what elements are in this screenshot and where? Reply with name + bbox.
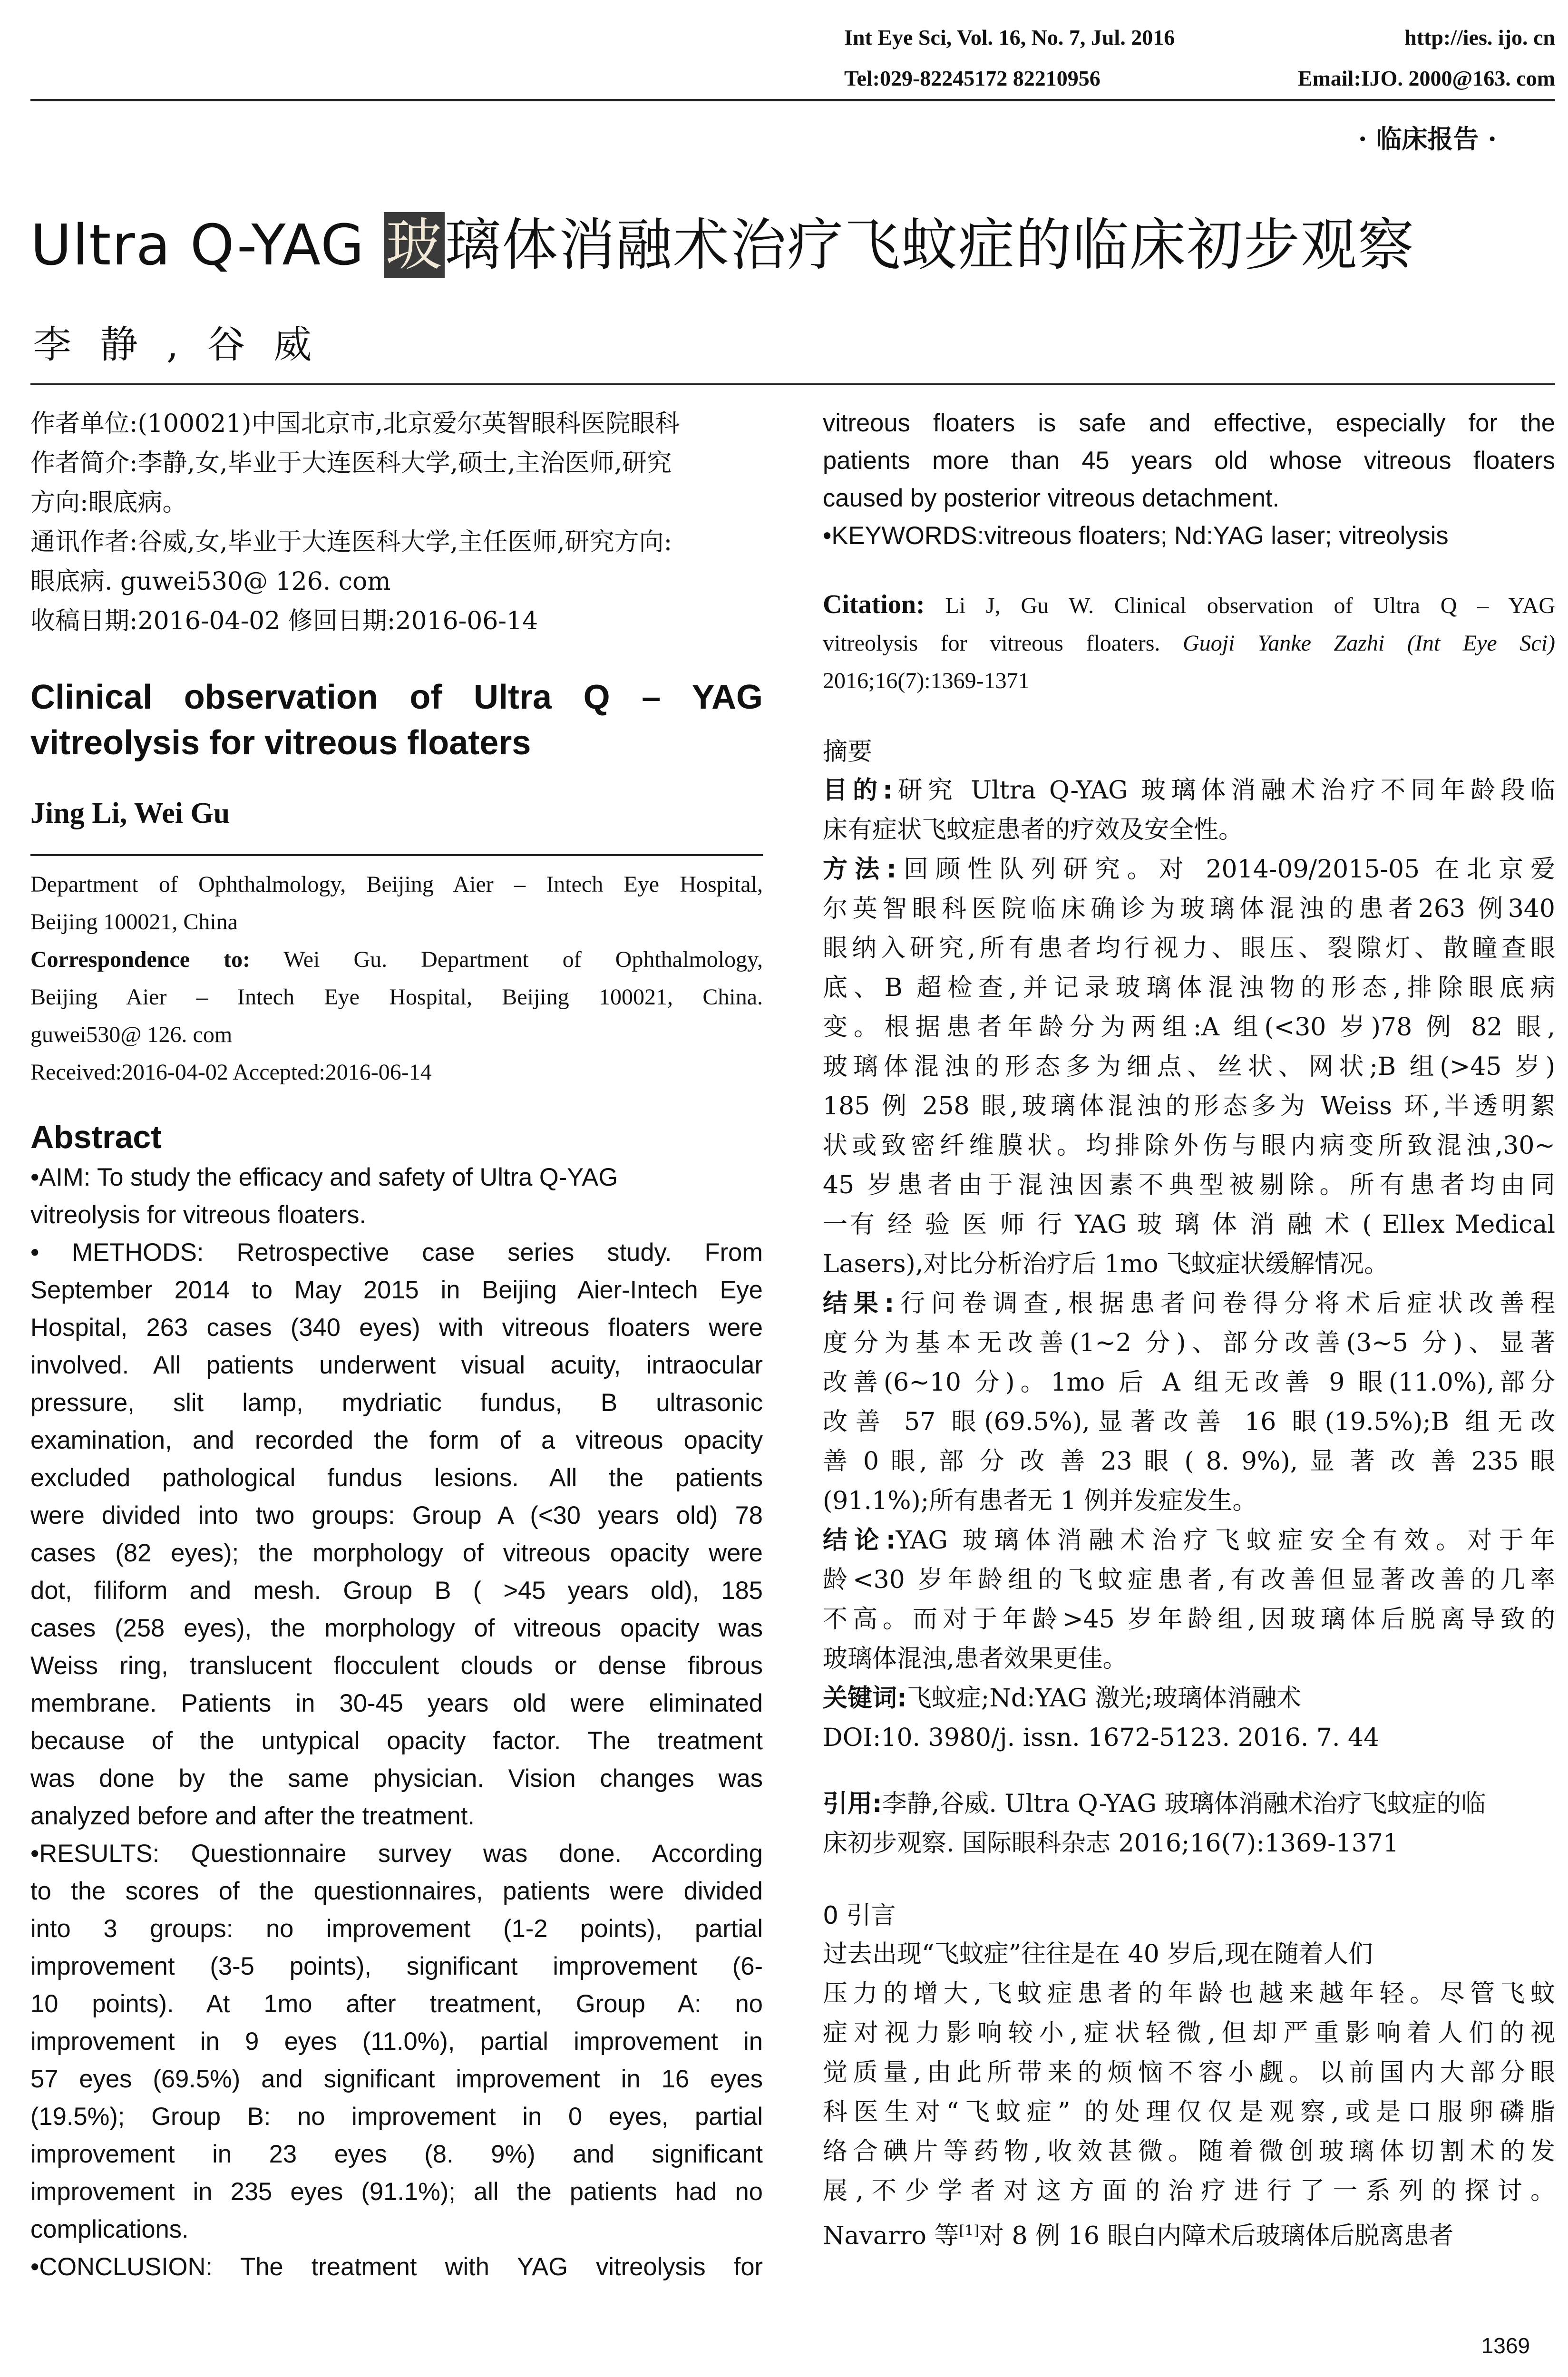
- title-divider: [30, 383, 1555, 385]
- abstract-line: pressure, slit lamp, mydriatic fundus, B ultrasonic: [30, 1389, 763, 1417]
- journal-header-line2: [844, 66, 1555, 91]
- zh-abstract-line: [823, 1166, 1555, 1205]
- zh-abstract-line: [823, 1284, 1555, 1324]
- abstract-line: (19.5%); Group B: no improvement in 0 eyes, partial: [30, 2103, 763, 2131]
- zh-abstract-text: 善 0 眼, 部 分 改 善 23 眼 ( 8. 9%), 显 著 改 善 235 眼: [823, 1447, 1555, 1476]
- zh-abstract-line: [823, 889, 1555, 929]
- cite-cn-line: 引用:李静,谷威. Ultra Q-YAG 玻璃体消融术治疗飞蚊症的临: [823, 1790, 1486, 1818]
- author-info-line: 作者简介:李静,女,毕业于大连医科大学,硕士,主治医师,研究: [30, 449, 672, 477]
- zh-abstract-line: [823, 1008, 1555, 1047]
- right-column: [823, 404, 1555, 2256]
- abstract-line: examination, and recorded the form of a vitreous opacity: [30, 1426, 763, 1454]
- zh-abstract-line: [823, 1481, 1555, 1521]
- reference-marker[interactable]: [1]: [959, 2222, 979, 2239]
- author-info-line: 眼底病. guwei530@ 126. com: [30, 567, 391, 596]
- zh-abstract-line: [823, 1442, 1555, 1481]
- zh-abstract-text: 不高。而对于年龄>45 岁年龄组,因玻璃体后脱离导致的: [823, 1605, 1555, 1634]
- intro-line: 觉质量,由此所带来的烦恼不容小觑。以前国内大部分眼: [823, 2058, 1555, 2087]
- english-title: [30, 674, 763, 766]
- abstract-line: •RESULTS: Questionnaire survey was done. According: [30, 1840, 763, 1868]
- correspondence-email[interactable]: guwei530@ 126. com: [30, 1022, 233, 1047]
- paper-title: [30, 200, 1555, 281]
- citation-line: Citation: Li J, Gu W. Clinical observation of Ultra Q – YAG: [823, 590, 1555, 619]
- zh-abstract-body: [823, 771, 1555, 1758]
- zh-abstract-text: 185 例 258 眼,玻璃体混浊的形态多为 Weiss 环,半透明絮: [823, 1092, 1555, 1120]
- zh-abstract-line: [823, 1521, 1555, 1560]
- affiliation-line: Beijing 100021, China: [30, 909, 238, 935]
- english-title-line: vitreolysis for vitreous floaters: [30, 724, 531, 762]
- author-info-line: 通讯作者:谷威,女,毕业于大连医科大学,主任医师,研究方向:: [30, 528, 672, 556]
- journal-tel: Tel:029-82245172 82210956: [844, 66, 1101, 90]
- zh-abstract-line: [823, 1205, 1555, 1245]
- abstract-line: cases (258 eyes), the morphology of vitreous opacity was: [30, 1614, 763, 1642]
- zh-abstract-line: [823, 1560, 1555, 1600]
- title-prefix: Ultra Q-YAG: [30, 212, 384, 278]
- abstract-line: 57 eyes (69.5%) and significant improvement in 16 eyes: [30, 2065, 763, 2093]
- authors-divider: [30, 854, 763, 856]
- correspondence-line: Correspondence to: Wei Gu. Department of Ophthalmology,: [30, 947, 763, 972]
- affiliation-line: Department of Ophthalmology, Beijing Aier – Intech Eye Hospital,: [30, 872, 763, 897]
- abstract-line: cases (82 eyes); the morphology of vitreous opacity were: [30, 1539, 763, 1567]
- abstract-line: analyzed before and after the treatment.: [30, 1802, 475, 1830]
- zh-abstract-label: 关键词:: [823, 1684, 907, 1713]
- zh-abstract-line: [823, 1245, 1555, 1284]
- zh-abstract-line: [823, 968, 1555, 1008]
- zh-abstract-text: (91.1%);所有患者无 1 例并发症发生。: [823, 1487, 1257, 1515]
- received-dates: Received:2016-04-02 Accepted:2016-06-14: [30, 1060, 432, 1085]
- zh-abstract-text: 度分为基本无改善(1~2 分)、部分改善(3~5 分)、显著: [823, 1329, 1555, 1357]
- zh-abstract-text: 变。根据患者年龄分为两组:A 组(<30 岁)78 例 82 眼,: [823, 1013, 1555, 1042]
- author-info-line: 作者单位:(100021)中国北京市,北京爱尔英智眼科医院眼科: [30, 409, 680, 438]
- zh-abstract-line: [823, 1087, 1555, 1126]
- abstract-line: involved. All patients underwent visual acuity, intraocular: [30, 1351, 763, 1379]
- zh-abstract-line: [823, 1363, 1555, 1403]
- citation-line: 2016;16(7):1369-1371: [823, 668, 1030, 693]
- citation-line: vitreolysis for vitreous floaters. Guoji Yanke Zazhi (Int Eye Sci): [823, 631, 1555, 656]
- abstract-line: into 3 groups: no improvement (1-2 points), partial: [30, 1915, 763, 1943]
- abstract-line: •CONCLUSION: The treatment with YAG vitreolysis for: [30, 2253, 763, 2281]
- zh-abstract-label: 方法:: [823, 855, 896, 884]
- zh-abstract-line: [823, 1047, 1555, 1087]
- abstract-line: improvement in 235 eyes (91.1%); all the patients had no: [30, 2178, 763, 2206]
- abstract-line: caused by posterior vitreous detachment.: [823, 484, 1280, 512]
- zh-abstract-line: [823, 1324, 1555, 1363]
- intro-line: 过去出现“飞蚊症”往往是在 40 岁后,现在随着人们: [823, 1940, 1373, 1968]
- abstract-line: excluded pathological fundus lesions. All the patients: [30, 1464, 763, 1492]
- citation: [823, 586, 1555, 700]
- abstract-line: vitreolysis for vitreous floaters.: [30, 1201, 367, 1229]
- zh-abstract-line: [823, 929, 1555, 968]
- journal-url[interactable]: http://ies. ijo. cn: [1404, 25, 1555, 49]
- journal-name: Guoji Yanke Zazhi (Int Eye Sci): [1183, 631, 1555, 656]
- conclusion-continued: [823, 404, 1555, 555]
- cite-cn: [823, 1784, 1555, 1863]
- abstract-line: were divided into two groups: Group A (<30 years old) 78: [30, 1501, 763, 1529]
- journal-email[interactable]: Email:IJO. 2000@163. com: [1297, 66, 1555, 90]
- abstract-line: complications.: [30, 2215, 189, 2243]
- abstract-line: improvement in 23 eyes (8. 9%) and significant: [30, 2140, 763, 2168]
- zh-abstract-label: 目的:: [823, 776, 893, 805]
- intro-line: 科医生对“飞蚊症” 的处理仅仅是观察,或是口服卵磷脂: [823, 2098, 1555, 2126]
- zh-abstract-line: [823, 1600, 1555, 1639]
- zh-abstract-text: 玻璃体混浊的形态多为细点、丝状、网状;B 组(>45 岁): [823, 1052, 1555, 1081]
- keywords-line: •KEYWORDS:vitreous floaters; Nd:YAG laser; vitreolysis: [823, 522, 1449, 550]
- abstract-line: because of the untypical opacity factor. The treatment: [30, 1727, 763, 1755]
- intro-line: 症对视力影响较小,症状轻微,但却严重影响着人们的视: [823, 2019, 1555, 2047]
- affiliation: [30, 866, 763, 1091]
- intro-body: [823, 1935, 1555, 2256]
- cite-cn-label: 引用:: [823, 1790, 882, 1818]
- intro-heading: 0 引言: [823, 1901, 896, 1930]
- left-column: [30, 404, 763, 2286]
- abstract-line: •AIM: To study the efficacy and safety of Ultra Q-YAG: [30, 1163, 618, 1191]
- zh-abstract-line: [823, 771, 1555, 810]
- zh-abstract-label: 结果:: [823, 1289, 895, 1318]
- zh-abstract-text: 改善(6~10 分)。1mo 后 A 组无改善 9 眼(11.0%),部分: [823, 1368, 1555, 1397]
- abstract-line: was done by the same physician. Vision changes was: [30, 1764, 763, 1792]
- zh-abstract-line: [823, 1679, 1555, 1718]
- zh-abstract-line: [823, 850, 1555, 889]
- page-number: 1369: [1481, 2333, 1530, 2358]
- intro-line: 络合碘片等药物,收效甚微。随着微创玻璃体切割术的发: [823, 2137, 1555, 2166]
- english-title-line: Clinical observation of Ultra Q – YAG: [30, 678, 763, 716]
- cite-cn-line: 床初步观察. 国际眼科杂志 2016;16(7):1369-1371: [823, 1829, 1399, 1858]
- correspondence-label: Correspondence to:: [30, 947, 251, 972]
- zh-abstract-text: 改善 57 眼(69.5%),显著改善 16 眼(19.5%);B 组无改: [823, 1408, 1555, 1436]
- abstract-line: membrane. Patients in 30-45 years old were eliminated: [30, 1689, 763, 1717]
- abstract-line: Hospital, 263 cases (340 eyes) with vitreous floaters were: [30, 1314, 763, 1342]
- zh-abstract-text: 研究 Ultra Q-YAG 玻璃体消融术治疗不同年龄段临: [892, 776, 1556, 805]
- zh-abstract-text: DOI:10. 3980/j. issn. 1672-5123. 2016. 7. 44: [823, 1724, 1380, 1752]
- intro-line: 展,不少学者对这方面的治疗进行了一系列的探讨。: [823, 2177, 1555, 2205]
- zh-abstract-text: 尔英智眼科医院临床确诊为玻璃体混浊的患者263 例340: [823, 895, 1555, 923]
- journal-header-line1: [844, 25, 1555, 50]
- zh-abstract-text: 眼纳入研究,所有患者均行视力、眼压、裂隙灯、散瞳查眼: [823, 934, 1555, 963]
- abstract-line: improvement in 9 eyes (11.0%), partial improvement in: [30, 2027, 763, 2056]
- journal-citation: Int Eye Sci, Vol. 16, No. 7, Jul. 2016: [844, 25, 1175, 49]
- abstract-line: Weiss ring, translucent flocculent clouds or dense fibrous: [30, 1652, 763, 1680]
- title-highlight: 玻: [384, 212, 445, 278]
- zh-abstract-text: 一有 经 验 医 师 行 YAG 玻 璃 体 消 融 术 ( Ellex Medical: [823, 1210, 1555, 1239]
- zh-abstract-line: [823, 1403, 1555, 1442]
- zh-abstract-text: 床有症状飞蚊症患者的疗效及安全性。: [823, 816, 1244, 844]
- abstract-line: to the scores of the questionnaires, patients were divided: [30, 1877, 763, 1905]
- citation-label: Citation:: [823, 590, 925, 619]
- zh-abstract-text: 行问卷调查,根据患者问卷得分将术后症状改善程: [894, 1289, 1556, 1318]
- zh-abstract-text: 玻璃体混浊,患者效果更佳。: [823, 1645, 1128, 1673]
- authors-cn: 李静,谷威: [33, 322, 341, 367]
- abstract-line: 10 points). At 1mo after treatment, Group A: no: [30, 1990, 763, 2018]
- zh-abstract-text: Lasers),对比分析治疗后 1mo 飞蚊症状缓解情况。: [823, 1250, 1389, 1278]
- zh-abstract-line: [823, 1126, 1555, 1166]
- intro-line: Navarro 等[1]对 8 例 16 眼白内障术后玻璃体后脱离患者: [823, 2221, 1454, 2250]
- abstract-line: improvement (3-5 points), significant improvement (6-: [30, 1952, 763, 1980]
- zh-abstract-text: 龄<30 岁年龄组的飞蚊症患者,有改善但显著改善的几率: [823, 1566, 1555, 1594]
- zh-abstract-text: 底、B 超检查,并记录玻璃体混浊物的形态,排除眼底病: [823, 974, 1555, 1002]
- author-info-line: 方向:眼底病。: [30, 488, 187, 517]
- zh-abstract-label: 结论:: [823, 1526, 896, 1555]
- intro-line: 压力的增大,飞蚊症患者的年龄也越来越年轻。尽管飞蚊: [823, 1979, 1555, 2008]
- zh-abstract-text: 回顾性队列研究。对 2014-09/2015-05 在北京爱: [896, 855, 1555, 884]
- zh-abstract-text: 飞蚊症;Nd:YAG 激光;玻璃体消融术: [906, 1684, 1302, 1713]
- title-rest: 璃体消融术治疗飞蚊症的临床初步观察: [445, 212, 1415, 278]
- abstract-line: September 2014 to May 2015 in Beijing Aier-Intech Eye: [30, 1276, 763, 1304]
- author-info: [30, 404, 763, 641]
- zh-abstract-line: [823, 810, 1555, 850]
- abstract-body: [30, 1159, 763, 2286]
- zh-abstract-heading: 摘要: [823, 738, 873, 766]
- zh-abstract-line: [823, 1639, 1555, 1679]
- section-label: · 临床报告 ·: [1358, 124, 1497, 154]
- zh-abstract-line: [823, 1718, 1555, 1758]
- abstract-line: dot, filiform and mesh. Group B ( >45 years old), 185: [30, 1577, 763, 1605]
- abstract-line: patients more than 45 years old whose vitreous floaters: [823, 447, 1555, 475]
- zh-abstract-text: 45 岁患者由于混浊因素不典型被剔除。所有患者均由同: [823, 1171, 1555, 1199]
- english-authors: Jing Li, Wei Gu: [30, 797, 230, 829]
- zh-abstract-text: YAG 玻璃体消融术治疗飞蚊症安全有效。对于年: [896, 1526, 1556, 1555]
- abstract-line: • METHODS: Retrospective case series study. From: [30, 1238, 763, 1266]
- abstract-line: vitreous floaters is safe and effective, especially for the: [823, 409, 1555, 437]
- author-info-line: 收稿日期:2016-04-02 修回日期:2016-06-14: [30, 607, 538, 635]
- abstract-heading: Abstract: [30, 1119, 162, 1155]
- zh-abstract-text: 状或致密纤维膜状。均排除外伤与眼内病变所致混浊,30~: [823, 1131, 1555, 1160]
- header-divider: [30, 99, 1555, 101]
- correspondence-line: Beijing Aier – Intech Eye Hospital, Beijing 100021, China.: [30, 984, 763, 1010]
